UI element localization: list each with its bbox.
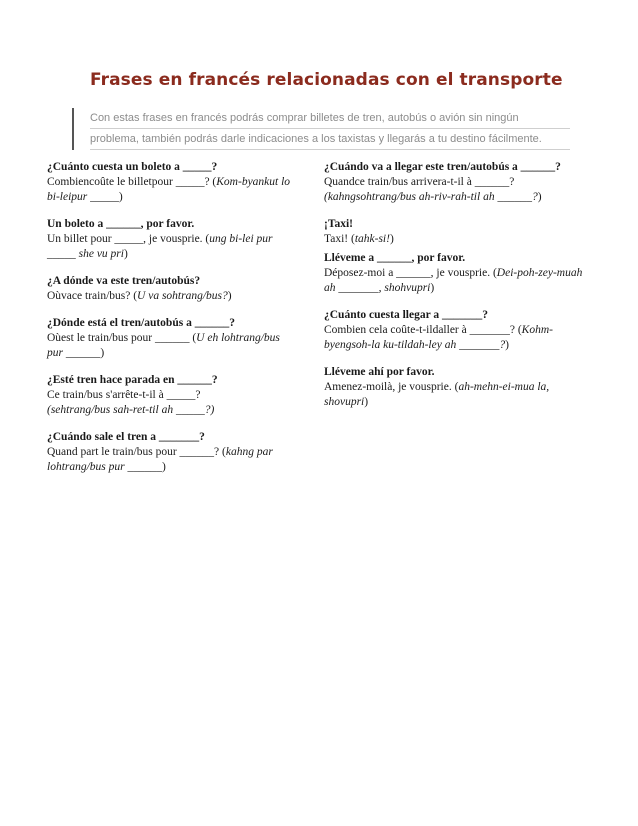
- phrase-spanish: ¡Taxi!: [324, 218, 353, 230]
- phrase-french: Combiencoûte le billetpour _____? (Kom-byankut lo bi-leipur _____): [47, 176, 291, 203]
- phrase-item: [324, 217, 594, 247]
- phrase-french: Amenez-moilà, je vousprie. (ah-mehn-ei-mua la, shovupri): [324, 381, 550, 408]
- phrase-spanish: ¿Cuándo sale el tren a _______?: [47, 431, 205, 443]
- phrase-french: Taxi! (tahk-si!): [324, 233, 394, 245]
- phrase-spanish: Lléveme a ______, por favor.: [324, 252, 466, 264]
- phrase-pronunciation: tahk-si!: [354, 233, 390, 245]
- page-title: Frases en francés relacionadas con el transporte: [90, 70, 563, 90]
- left-column: [47, 160, 292, 487]
- phrase-french: Ce train/bus s'arrête-t-il à _____?: [47, 389, 201, 401]
- phrase-pronunciation: Dei-poh-zey-muah ah _______, shohvupri: [324, 267, 583, 294]
- phrase-spanish: ¿Cuánto cuesta un boleto a _____?: [47, 161, 218, 173]
- phrase-pronunciation: ung bi-lei pur _____ she vu pri: [47, 233, 273, 260]
- right-column: [324, 160, 594, 422]
- phrase-pronunciation: Kom-byankut lo bi-leipur _____: [47, 176, 291, 203]
- intro-line-1: Con estas frases en francés podrás comprar billetes de tren, autobús o avión sin ningún: [90, 108, 570, 129]
- phrase-pronunciation: (sehtrang/bus sah-ret-til ah _____?): [47, 404, 215, 416]
- phrase-item: [47, 316, 292, 361]
- phrase-pronunciation: Kohm-byengsoh-la ku-tildah-ley ah _______?: [324, 324, 553, 351]
- phrase-spanish: ¿Dónde está el tren/autobús a ______?: [47, 317, 235, 329]
- phrase-french: Quandce train/bus arrivera-t-il à ______?: [324, 176, 515, 188]
- phrase-pronunciation: (kahngsohtrang/bus ah-riv-rah-til ah ______?: [324, 191, 538, 203]
- phrase-spanish: Lléveme ahí por favor.: [324, 366, 435, 378]
- phrase-spanish: ¿Cuándo va a llegar este tren/autobús a ______?: [324, 161, 561, 173]
- intro-line-2: problema, también podrás darle indicaciones a los taxistas y llegarás a tu destino fácilmente.: [90, 129, 570, 150]
- phrase-pronunciation: U eh lohtrang/bus pur ______: [47, 332, 280, 359]
- phrase-item: [324, 308, 594, 353]
- phrase-spanish: Un boleto a ______, por favor.: [47, 218, 195, 230]
- phrase-french: Oùvace train/bus? (U va sohtrang/bus?): [47, 290, 232, 302]
- phrase-pronunciation: ah-mehn-ei-mua la, shovupri: [324, 381, 550, 408]
- phrase-item: [47, 373, 292, 418]
- phrase-french: Combien cela coûte-t-ildaller à _______? (Kohm-byengsoh-la ku-tildah-ley ah _______?): [324, 324, 553, 351]
- phrase-french: Oùest le train/bus pour ______ (U eh lohtrang/bus pur ______): [47, 332, 280, 359]
- phrase-french: Quand part le train/bus pour ______? (kahng par lohtrang/bus pur ______): [47, 446, 273, 473]
- phrase-spanish: ¿Cuánto cuesta llegar a _______?: [324, 309, 488, 321]
- phrase-item: [324, 365, 594, 410]
- phrase-spanish: ¿Esté tren hace parada en ______?: [47, 374, 218, 386]
- phrase-item: [47, 217, 292, 262]
- phrase-item: [47, 160, 292, 205]
- phrase-item: [47, 430, 292, 475]
- phrase-pronunciation: kahng par lohtrang/bus pur ______: [47, 446, 273, 473]
- phrase-french: Un billet pour _____, je vousprie. (ung bi-lei pur _____ she vu pri): [47, 233, 273, 260]
- phrase-pronunciation: U va sohtrang/bus?: [137, 290, 228, 302]
- phrase-spanish: ¿A dónde va este tren/autobús?: [47, 275, 201, 287]
- phrase-item: ¿Cuándo va a llegar este tren/autobús a ______? Quandce train/bus arrivera-t-il à ______? (kahngsohtrang/bus ah-riv-rah-til ah ______?): [324, 160, 594, 205]
- phrase-item: [47, 274, 292, 304]
- intro-block: [72, 108, 570, 150]
- phrase-french: Déposez-moi a ______, je vousprie. (Dei-poh-zey-muah ah _______, shohvupri): [324, 267, 583, 294]
- phrase-item: [324, 251, 594, 296]
